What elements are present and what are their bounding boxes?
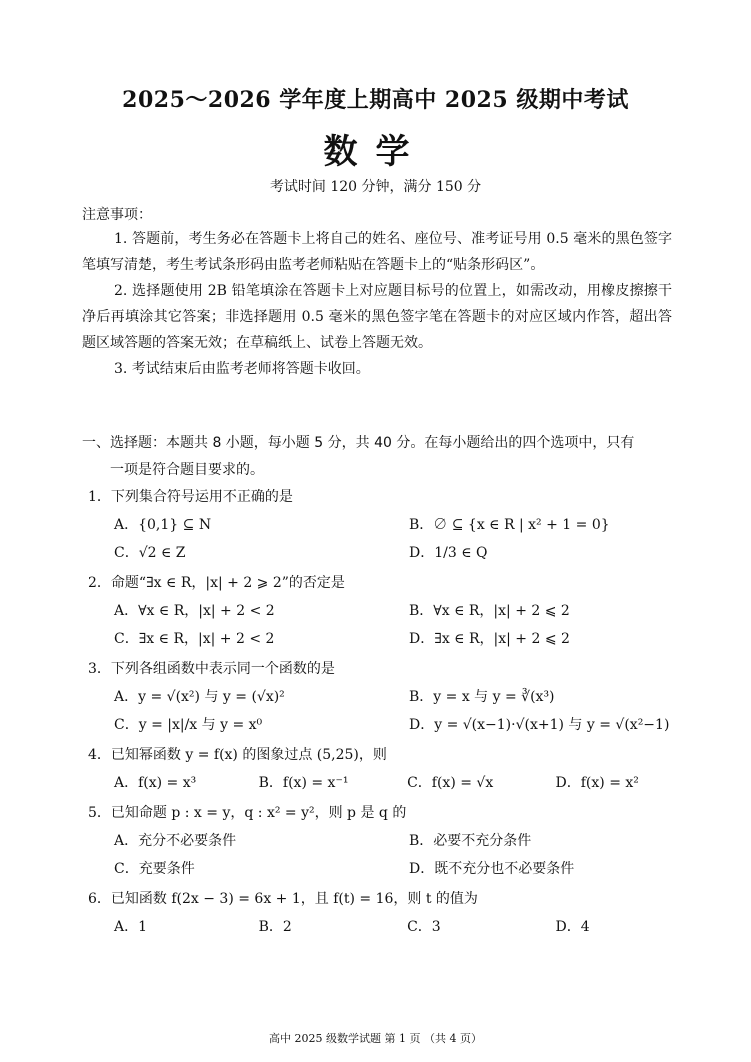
option-a: A．y = √(x²) 与 y = (√x)²	[114, 689, 285, 705]
option-c: C．f(x) = √x	[407, 775, 494, 791]
option-d: D．∃x ∈ R，|x| + 2 ⩽ 2	[409, 631, 570, 647]
notes-title: 注意事项：	[82, 207, 152, 223]
subject-title: 数学	[323, 132, 428, 172]
option-b: B．2	[258, 919, 292, 935]
option-c: C．充要条件	[114, 861, 195, 877]
option-b: B．∀x ∈ R，|x| + 2 ⩽ 2	[409, 603, 570, 619]
option-d: D．y = √(x−1)·√(x+1) 与 y = √(x²−1)	[409, 717, 670, 733]
question-stem: 3．下列各组函数中表示同一个函数的是	[88, 661, 335, 677]
section-heading-line: 一、选择题：本题共 8 小题，每小题 5 分，共 40 分。在每小题给出的四个选项中，只有	[82, 435, 635, 451]
note-item: 3. 考试结束后由监考老师将答题卡收回。	[114, 361, 370, 377]
option-c: C．3	[407, 919, 441, 935]
question-4	[88, 741, 678, 797]
question-stem: 6．已知函数 f(2x − 3) = 6x + 1，且 f(t) = 16，则 t 的值为	[88, 891, 478, 907]
option-b: B．f(x) = x⁻¹	[258, 775, 349, 791]
question-6	[88, 885, 678, 941]
section-heading	[82, 430, 672, 484]
option-d: D．既不充分也不必要条件	[409, 861, 575, 877]
option-a: A．充分不必要条件	[114, 833, 237, 849]
option-a: A．f(x) = x³	[114, 775, 197, 791]
question-stem: 5．已知命题 p : x = y，q : x² = y²，则 p 是 q 的	[88, 805, 407, 821]
option-d: D．4	[555, 919, 590, 935]
option-c: C．y = |x|/x 与 y = x⁰	[114, 717, 263, 733]
note-item: 2. 选择题使用 2B 铅笔填涂在答题卡上对应题目标号的位置上，如需改动，用橡皮擦擦干净后再填涂其它答案；非选择题用 0.5 毫米的黑色签字笔在答题卡的对应区域内作答，超出答题区域答题的答案无效；在草稿纸上、试卷上答题无效。	[82, 283, 672, 351]
notes-section	[82, 204, 672, 382]
note-item: 1. 答题前，考生务必在答题卡上将自己的姓名、座位号、准考证号用 0.5 毫米的黑色签字笔填写清楚，考生考试条形码由监考老师粘贴在答题卡上的“贴条形码区”。	[82, 231, 672, 273]
option-a: A．∀x ∈ R，|x| + 2 < 2	[114, 603, 275, 619]
option-c: C．∃x ∈ R，|x| + 2 < 2	[114, 631, 275, 647]
page-footer: 高中 2025 级数学试题 第 1 页 （共 4 页）	[269, 1032, 482, 1045]
question-stem: 4．已知幂函数 y = f(x) 的图象过点 (5,25)，则	[88, 747, 387, 763]
option-b: B．必要不充分条件	[409, 833, 532, 849]
option-a: A．{0,1} ⊆ N	[114, 517, 212, 533]
option-b: B．y = x 与 y = ∛(x³)	[409, 689, 555, 705]
question-list	[88, 483, 678, 943]
exam-info: 考试时间 120 分钟，满分 150 分	[269, 179, 482, 195]
question-stem: 2．命题“∃x ∈ R，|x| + 2 ⩾ 2”的否定是	[88, 575, 345, 591]
option-a: A．1	[114, 919, 148, 935]
question-3	[88, 655, 678, 739]
option-d: D．f(x) = x²	[555, 775, 639, 791]
option-c: C．√2 ∈ Z	[114, 545, 186, 561]
option-b: B．∅ ⊆ {x ∈ R | x² + 1 = 0}	[409, 517, 610, 533]
question-1	[88, 483, 678, 567]
exam-title: 2025～2026 学年度上期高中 2025 级期中考试	[122, 87, 629, 113]
option-d: D．1/3 ∈ Q	[409, 545, 488, 561]
section-heading-line: 一项是符合题目要求的。	[110, 462, 264, 478]
question-stem: 1．下列集合符号运用不正确的是	[88, 489, 293, 505]
question-5	[88, 799, 678, 883]
question-2	[88, 569, 678, 653]
